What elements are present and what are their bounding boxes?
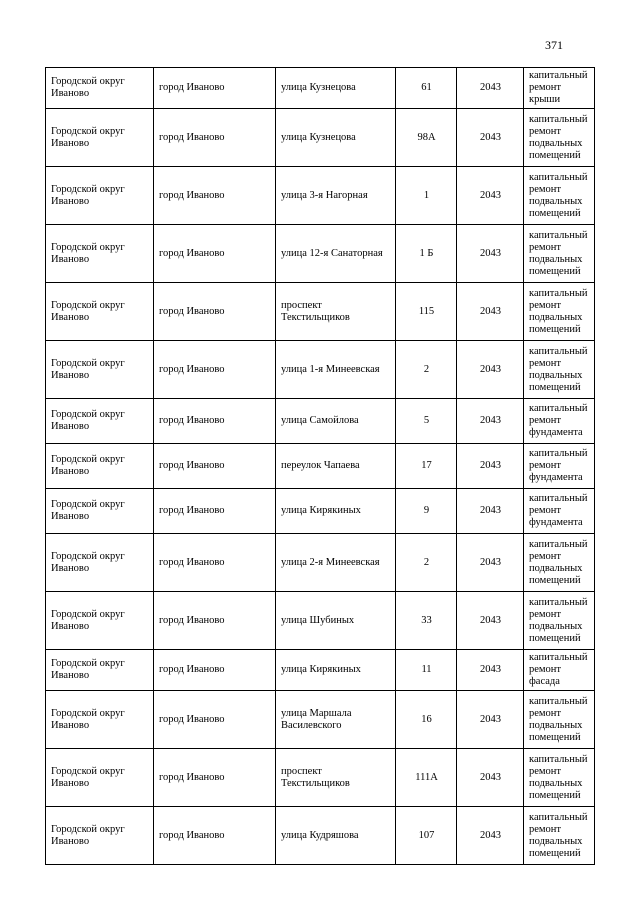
table-row [46, 807, 595, 865]
table-row [46, 283, 595, 341]
city-cell: город Иваново [154, 489, 276, 534]
work-type-cell: капитальный ремонт подвальных помещений [524, 283, 595, 341]
house-number-cell: 61 [396, 68, 457, 109]
street-cell: улица Самойлова [276, 399, 396, 444]
house-number-cell: 2 [396, 534, 457, 592]
house-number-cell: 17 [396, 444, 457, 489]
year-cell: 2043 [457, 283, 524, 341]
city-cell: город Иваново [154, 167, 276, 225]
house-number-cell: 9 [396, 489, 457, 534]
work-type-cell: капитальный ремонт подвальных помещений [524, 225, 595, 283]
table-row [46, 68, 595, 109]
city-cell: город Иваново [154, 283, 276, 341]
city-cell: город Иваново [154, 807, 276, 865]
table-row [46, 225, 595, 283]
work-type-cell: капитальный ремонт подвальных помещений [524, 592, 595, 650]
district-cell: Городской округ Иваново [46, 283, 154, 341]
street-cell: улица Шубиных [276, 592, 396, 650]
street-cell: улица 3-я Нагорная [276, 167, 396, 225]
street-cell: улица 1-я Минеевская [276, 341, 396, 399]
district-cell: Городской округ Иваново [46, 68, 154, 109]
work-type-cell: капитальный ремонт фундамента [524, 489, 595, 534]
table-row [46, 534, 595, 592]
street-cell: улица 12-я Санаторная [276, 225, 396, 283]
work-type-cell: капитальный ремонт крыши [524, 68, 595, 109]
work-type-cell: капитальный ремонт фасада [524, 650, 595, 691]
street-cell: улица Кузнецова [276, 109, 396, 167]
city-cell: город Иваново [154, 109, 276, 167]
work-type-cell: капитальный ремонт подвальных помещений [524, 167, 595, 225]
district-cell: Городской округ Иваново [46, 749, 154, 807]
page-number: 371 [545, 38, 563, 52]
city-cell: город Иваново [154, 749, 276, 807]
city-cell: город Иваново [154, 691, 276, 749]
district-cell: Городской округ Иваново [46, 691, 154, 749]
table-row [46, 341, 595, 399]
city-cell: город Иваново [154, 534, 276, 592]
table-row [46, 749, 595, 807]
street-cell: улица Кирякиных [276, 489, 396, 534]
table-row [46, 167, 595, 225]
registry-table-body [46, 68, 595, 865]
work-type-cell: капитальный ремонт подвальных помещений [524, 341, 595, 399]
work-type-cell: капитальный ремонт подвальных помещений [524, 534, 595, 592]
year-cell: 2043 [457, 807, 524, 865]
street-cell: улица Маршала Василевского [276, 691, 396, 749]
house-number-cell: 33 [396, 592, 457, 650]
year-cell: 2043 [457, 489, 524, 534]
street-cell: проспект Текстильщиков [276, 283, 396, 341]
house-number-cell: 98А [396, 109, 457, 167]
district-cell: Городской округ Иваново [46, 167, 154, 225]
street-cell: переулок Чапаева [276, 444, 396, 489]
table-row [46, 691, 595, 749]
table-row [46, 109, 595, 167]
house-number-cell: 11 [396, 650, 457, 691]
street-cell: проспект Текстильщиков [276, 749, 396, 807]
house-number-cell: 1 [396, 167, 457, 225]
district-cell: Городской округ Иваново [46, 444, 154, 489]
year-cell: 2043 [457, 225, 524, 283]
district-cell: Городской округ Иваново [46, 341, 154, 399]
house-number-cell: 111А [396, 749, 457, 807]
city-cell: город Иваново [154, 225, 276, 283]
district-cell: Городской округ Иваново [46, 650, 154, 691]
year-cell: 2043 [457, 650, 524, 691]
district-cell: Городской округ Иваново [46, 592, 154, 650]
year-cell: 2043 [457, 109, 524, 167]
street-cell: улица Кирякиных [276, 650, 396, 691]
year-cell: 2043 [457, 444, 524, 489]
year-cell: 2043 [457, 167, 524, 225]
work-type-cell: капитальный ремонт подвальных помещений [524, 807, 595, 865]
city-cell: город Иваново [154, 341, 276, 399]
house-number-cell: 115 [396, 283, 457, 341]
year-cell: 2043 [457, 534, 524, 592]
street-cell: улица Кузнецова [276, 68, 396, 109]
district-cell: Городской округ Иваново [46, 807, 154, 865]
year-cell: 2043 [457, 592, 524, 650]
street-cell: улица 2-я Минеевская [276, 534, 396, 592]
house-number-cell: 16 [396, 691, 457, 749]
year-cell: 2043 [457, 691, 524, 749]
city-cell: город Иваново [154, 592, 276, 650]
house-number-cell: 1 Б [396, 225, 457, 283]
district-cell: Городской округ Иваново [46, 225, 154, 283]
registry-table [45, 67, 595, 865]
work-type-cell: капитальный ремонт фундамента [524, 444, 595, 489]
house-number-cell: 107 [396, 807, 457, 865]
district-cell: Городской округ Иваново [46, 489, 154, 534]
city-cell: город Иваново [154, 444, 276, 489]
city-cell: город Иваново [154, 399, 276, 444]
year-cell: 2043 [457, 749, 524, 807]
table-row [46, 592, 595, 650]
district-cell: Городской округ Иваново [46, 109, 154, 167]
city-cell: город Иваново [154, 650, 276, 691]
street-cell: улица Кудряшова [276, 807, 396, 865]
district-cell: Городской округ Иваново [46, 534, 154, 592]
work-type-cell: капитальный ремонт фундамента [524, 399, 595, 444]
table-row [46, 444, 595, 489]
work-type-cell: капитальный ремонт подвальных помещений [524, 749, 595, 807]
house-number-cell: 5 [396, 399, 457, 444]
year-cell: 2043 [457, 341, 524, 399]
year-cell: 2043 [457, 399, 524, 444]
district-cell: Городской округ Иваново [46, 399, 154, 444]
work-type-cell: капитальный ремонт подвальных помещений [524, 691, 595, 749]
house-number-cell: 2 [396, 341, 457, 399]
year-cell: 2043 [457, 68, 524, 109]
work-type-cell: капитальный ремонт подвальных помещений [524, 109, 595, 167]
table-row [46, 399, 595, 444]
table-row [46, 650, 595, 691]
city-cell: город Иваново [154, 68, 276, 109]
table-row [46, 489, 595, 534]
